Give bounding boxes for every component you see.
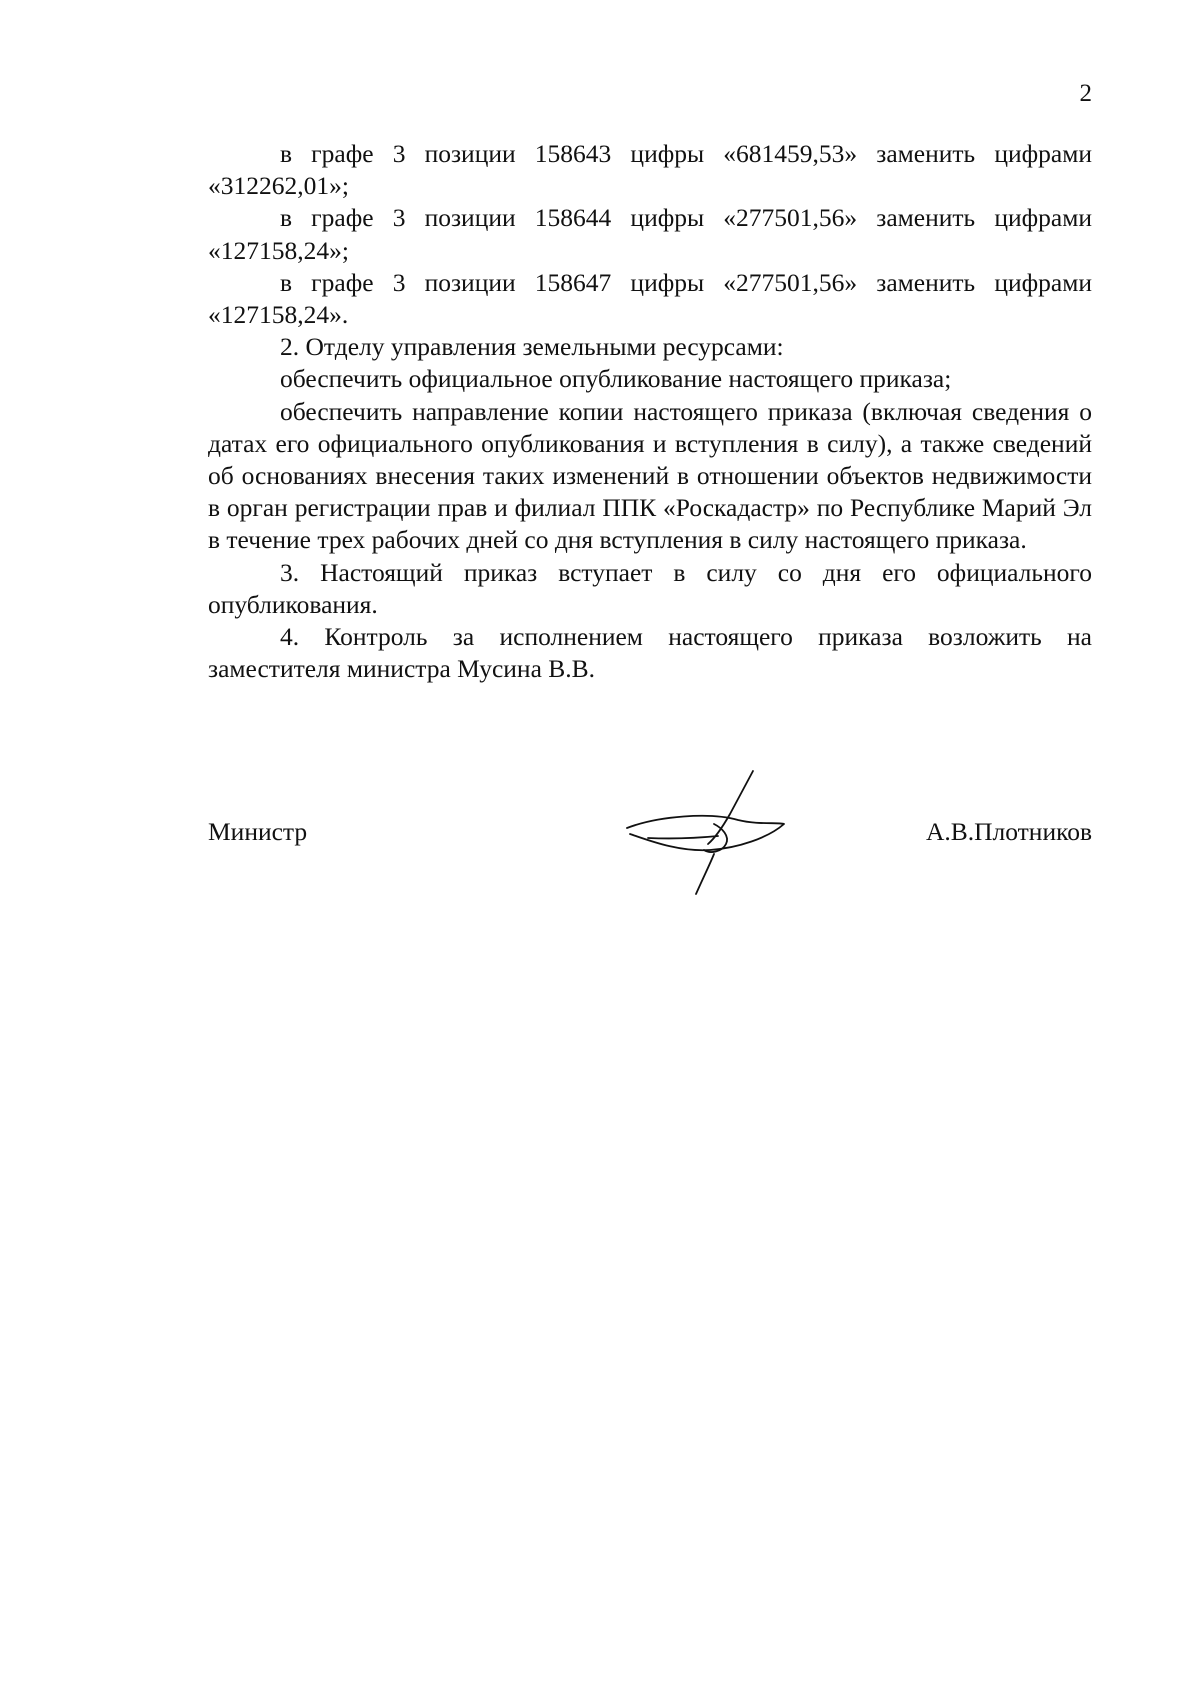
signature-block <box>208 768 1092 908</box>
page-number: 2 <box>1079 80 1092 107</box>
paragraph-item-2: в графе 3 позиции 158644 цифры «277501,56» заменить цифрами «127158,24»; <box>208 203 1092 265</box>
paragraph-item-1: в графе 3 позиции 158643 цифры «681459,53» заменить цифрами «312262,01»; <box>208 139 1092 201</box>
paragraph-section-3: 3. Настоящий приказ вступает в силу со дня его официального опубликования. <box>208 557 1092 619</box>
signer-position: Министр <box>208 817 308 846</box>
paragraph-section-4: 4. Контроль за исполнением настоящего приказа возложить на заместителя министра Мусина В.В. <box>208 622 1092 684</box>
paragraph-copy-direction: обеспечить направление копии настоящего приказа (включая сведения о датах его официального опубликования и вступления в силу), а также сведений об основаниях внесения таких изменений в отношении объектов недвижимости в орган регистрации прав и филиал ППК «Роскадастр» по Республике Марий Эл в течение трех рабочих дней со дня вступления в силу настоящего приказа. <box>208 396 1092 555</box>
paragraph-section-2: 2. Отделу управления земельными ресурсами: <box>280 332 784 362</box>
document-body <box>208 138 1092 685</box>
handwritten-signature <box>618 768 808 908</box>
signer-name: А.В.Плотников <box>925 817 1092 846</box>
paragraph-publication: обеспечить официальное опубликование настоящего приказа; <box>280 364 952 394</box>
paragraph-item-3: в графе 3 позиции 158647 цифры «277501,56» заменить цифрами «127158,24». <box>208 267 1092 330</box>
